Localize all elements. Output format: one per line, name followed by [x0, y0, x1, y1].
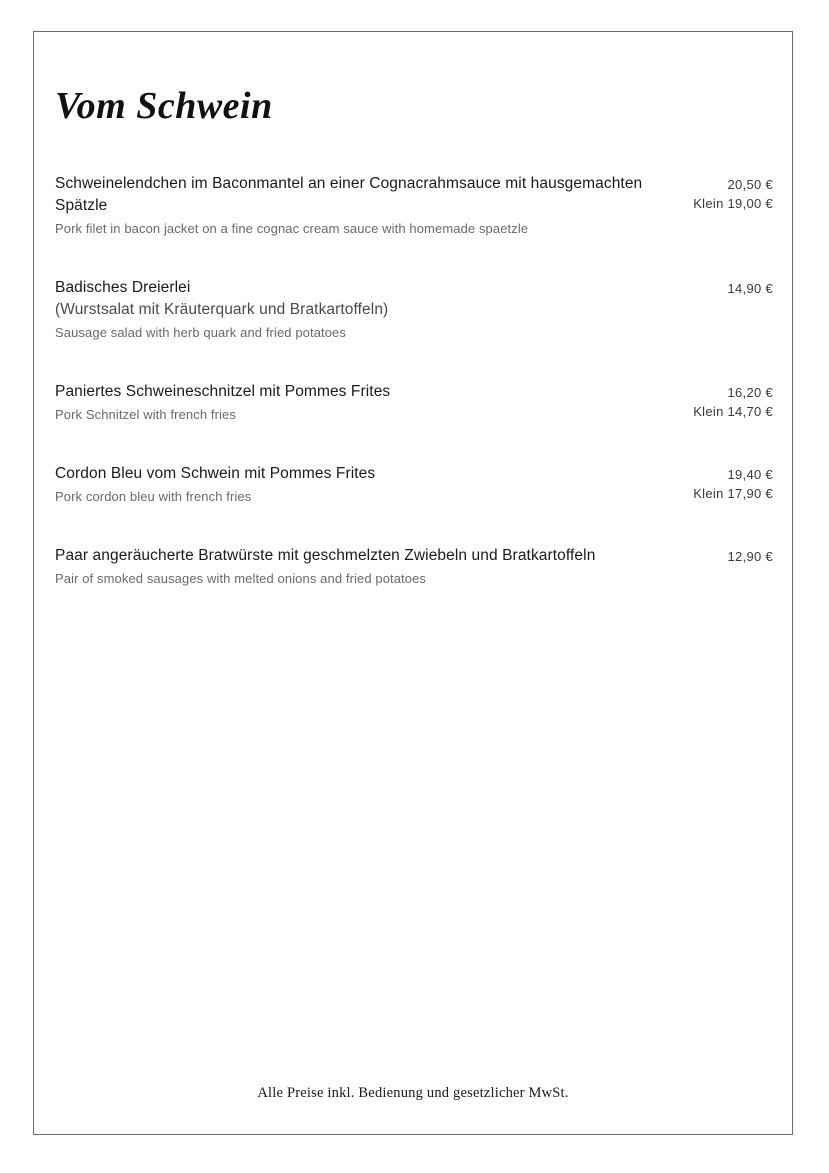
menu-item-name: Badisches Dreierlei: [55, 279, 191, 296]
menu-item-prices: [663, 463, 773, 503]
menu-item-text: [55, 545, 595, 588]
page-title: Vom Schwein: [55, 85, 273, 127]
menu-item: [53, 173, 773, 238]
menu-item-text: [55, 173, 663, 238]
menu-item-description: Pork cordon bleu with french fries: [55, 489, 252, 504]
menu-item-list: [53, 173, 773, 588]
menu-item-text: [55, 381, 390, 424]
menu-item-description: Pork filet in bacon jacket on a fine cognac cream sauce with homemade spaetzle: [55, 221, 529, 236]
menu-item-price-small: Klein 17,90 €: [693, 486, 773, 501]
menu-item-prices: [663, 173, 773, 213]
menu-item: [53, 381, 773, 424]
menu-content: [53, 32, 773, 1134]
menu-item-name: Schweinelendchen im Baconmantel an einer Cognacrahmsauce mit hausgemachten Spätzle: [55, 175, 643, 214]
menu-item-text: [55, 277, 388, 342]
menu-item-name: Cordon Bleu vom Schwein mit Pommes Frites: [55, 465, 376, 482]
menu-item-price: 14,90 €: [727, 281, 773, 296]
menu-item-prices: [663, 277, 773, 298]
menu-item-price-small: Klein 19,00 €: [693, 196, 773, 211]
menu-item-name: Paniertes Schweineschnitzel mit Pommes Frites: [55, 383, 391, 400]
menu-item-description: Pair of smoked sausages with melted onions and fried potatoes: [55, 571, 427, 586]
menu-item-price: 19,40 €: [727, 467, 773, 482]
menu-item: [53, 545, 773, 588]
menu-item-description: Pork Schnitzel with french fries: [55, 407, 236, 422]
menu-page: [33, 31, 793, 1135]
menu-item-price: 16,20 €: [727, 385, 773, 400]
menu-item: [53, 277, 773, 342]
menu-item-prices: [663, 381, 773, 421]
menu-item-price-small: Klein 14,70 €: [693, 404, 773, 419]
menu-item-price: 20,50 €: [727, 177, 773, 192]
menu-item-text: [55, 463, 375, 506]
menu-item-description: Sausage salad with herb quark and fried potatoes: [55, 325, 346, 340]
menu-item: [53, 463, 773, 506]
menu-item-subname: (Wurstsalat mit Kräuterquark und Bratkartoffeln): [55, 301, 389, 318]
menu-item-price: 12,90 €: [727, 549, 773, 564]
menu-item-prices: [663, 545, 773, 566]
menu-item-name: Paar angeräucherte Bratwürste mit geschmelzten Zwiebeln und Bratkartoffeln: [55, 547, 596, 564]
footer-note: Alle Preise inkl. Bedienung und gesetzlicher MwSt.: [257, 1085, 569, 1101]
